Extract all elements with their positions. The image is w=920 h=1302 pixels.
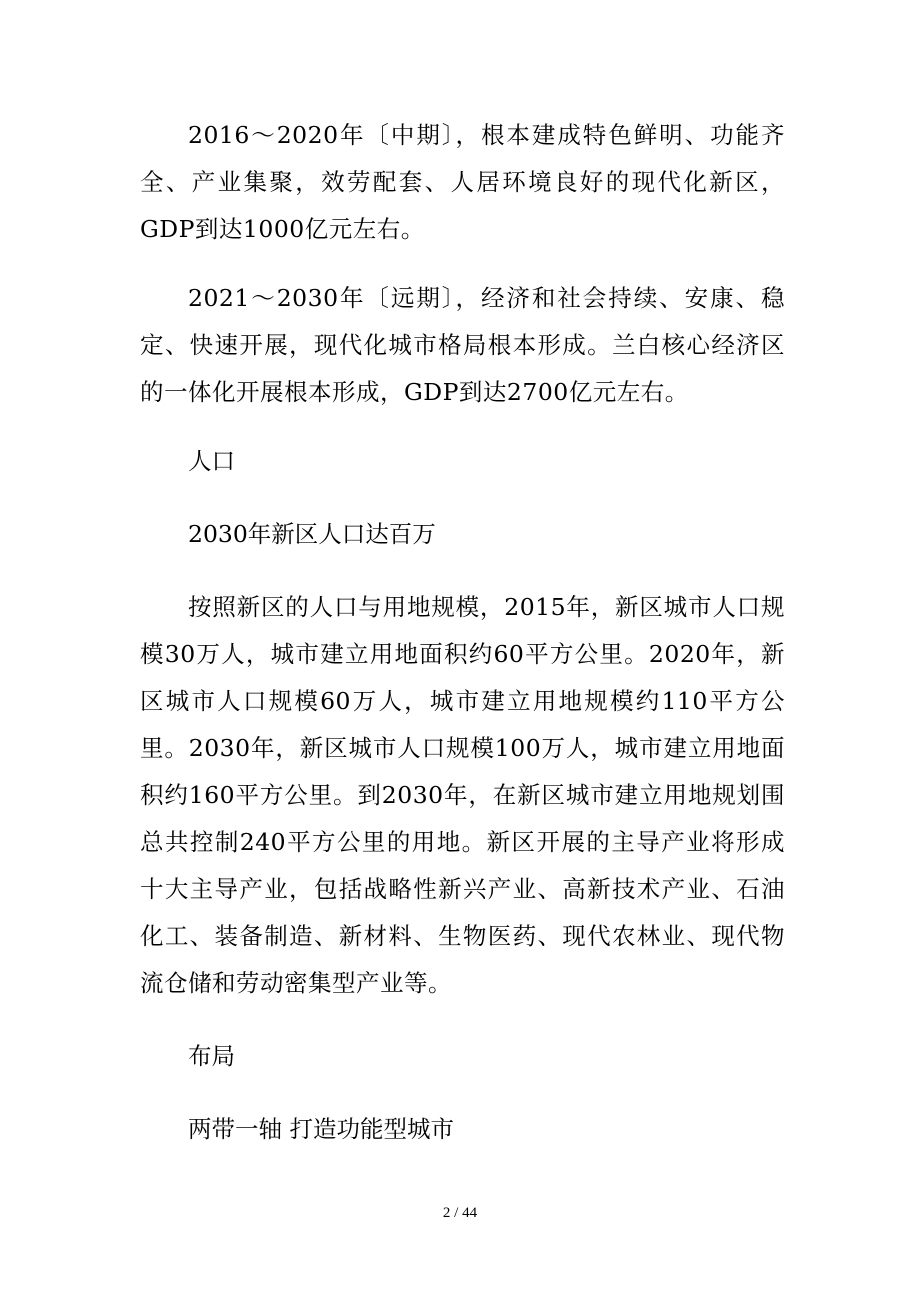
paragraph-population-land-scale: 按照新区的人口与用地规模，2015年，新区城市人口规模30万人，城市建立用地面积约60平方公里。2020年，新区城市人口规模60万人，城市建立用地规模约110平方公里。2030年，新区城市人口规模100万人，城市建立用地面积约160平方公里。到2030年，在新区城市建立用地规划围总共控制240平方公里的用地。新区开展的主导产业将形成十大主导产业，包括战略性新兴产业、高新技术产业、石油化工、装备制造、新材料、生物医药、现代农林业、现代物流仓储和劳动密集型产业等。 — [140, 593, 785, 997]
document-body — [140, 112, 785, 1153]
paragraph-long-term-goals: 2021～2030年〔远期〕，经济和社会持续、安康、稳定、快速开展，现代化城市格局根本形成。兰白核心经济区的一体化开展根本形成，GDP到达2700亿元左右。 — [140, 284, 785, 406]
section-heading-layout: 布局 — [188, 1042, 235, 1070]
section-heading-population: 人口 — [188, 447, 235, 475]
paragraph-mid-term-goals: 2016～2020年〔中期〕，根本建成特色鲜明、功能齐全、产业集聚，效劳配套、人居环境良好的现代化新区，GDP到达1000亿元左右。 — [140, 121, 785, 243]
page-number: 2 / 44 — [442, 1205, 478, 1221]
subheading-layout-strategy: 两带一轴 打造功能型城市 — [188, 1115, 454, 1143]
subheading-population-target: 2030年新区人口达百万 — [188, 520, 436, 548]
